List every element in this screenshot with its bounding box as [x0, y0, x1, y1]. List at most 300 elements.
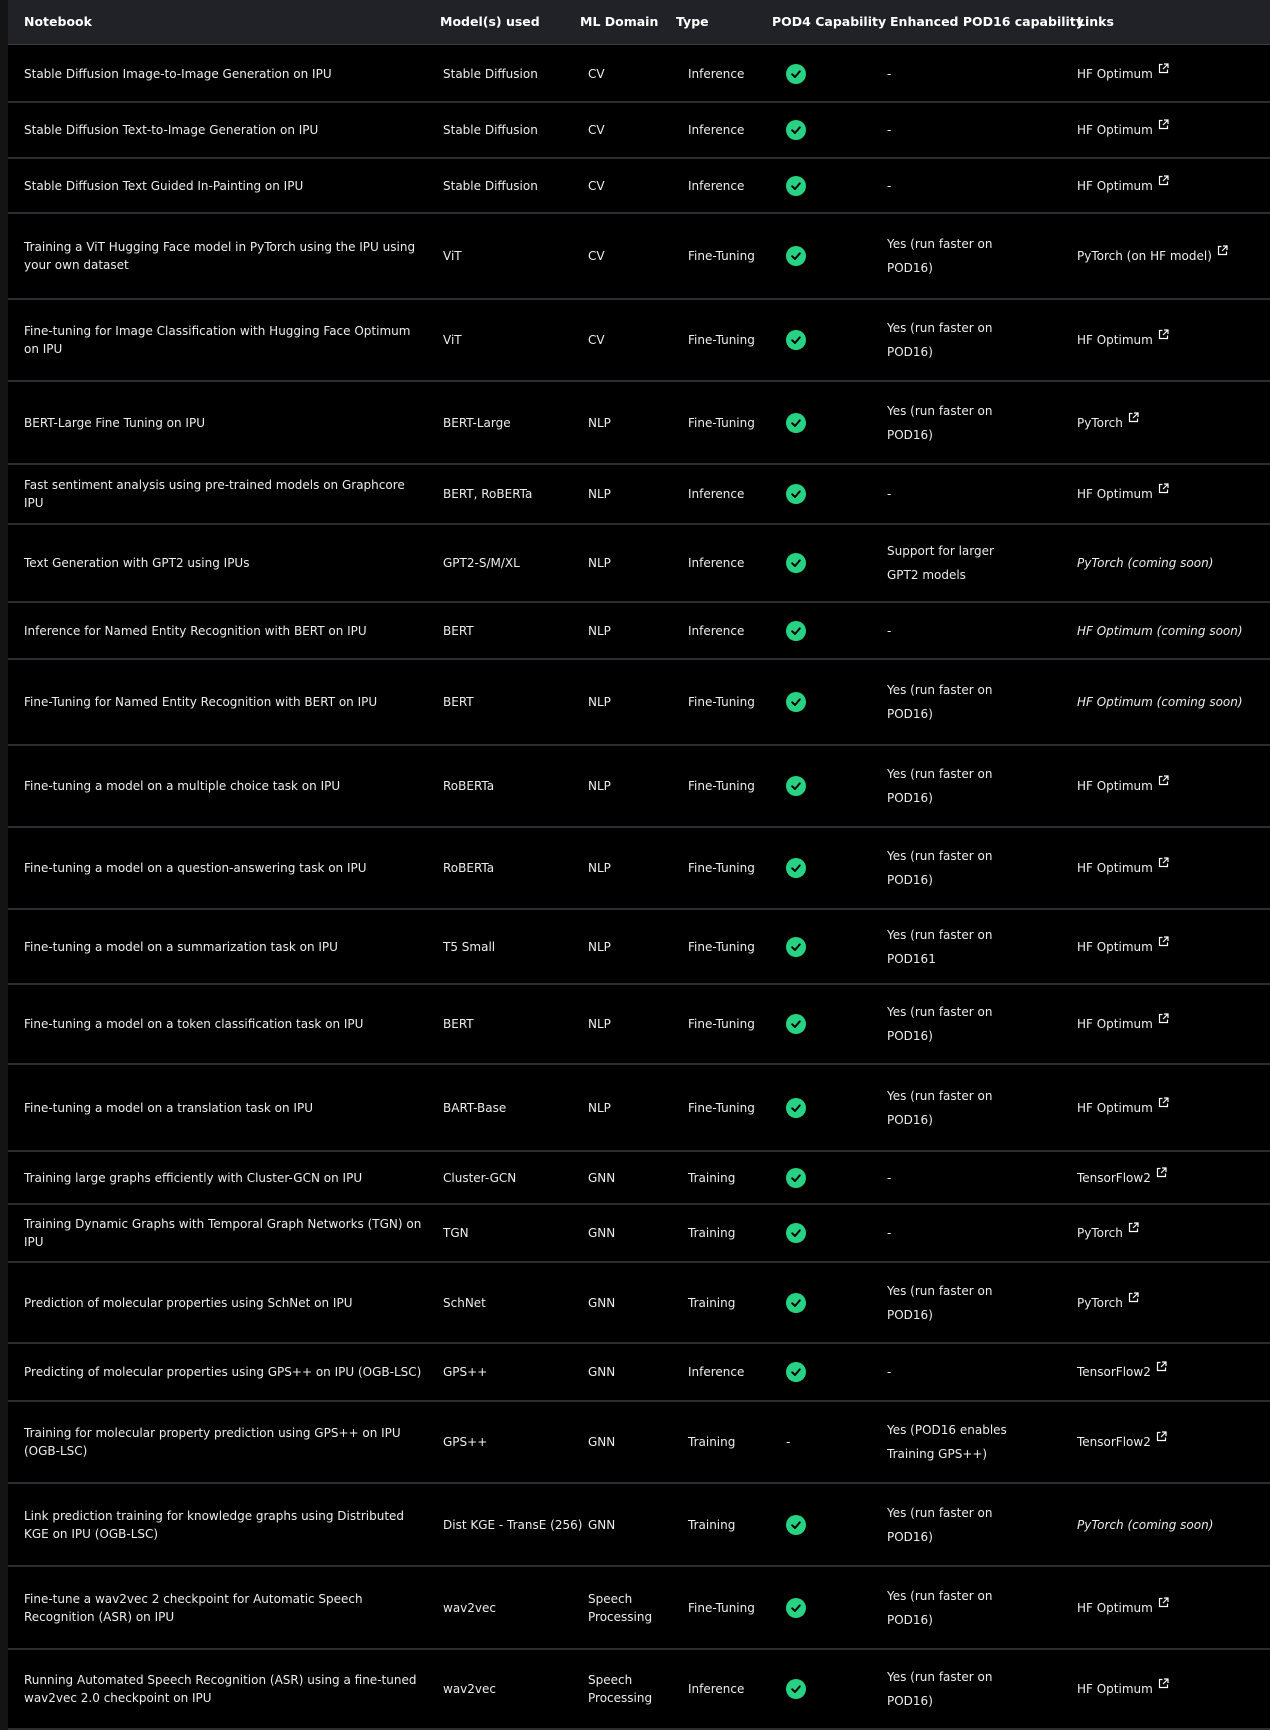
- model-cell: [443, 159, 583, 212]
- link-cell: [1077, 1065, 1267, 1150]
- header-links: Links: [1077, 14, 1114, 29]
- external-link-icon[interactable]: [1158, 934, 1169, 952]
- external-link-icon[interactable]: [1158, 1095, 1169, 1113]
- link-label[interactable]: HF Optimum: [1077, 779, 1153, 793]
- notebook-text: Fast sentiment analysis using pre-trained models on Graphcore IPU: [24, 478, 405, 510]
- notebook-text: Stable Diffusion Text Guided In-Painting on IPU: [24, 178, 304, 193]
- model-cell: [443, 1152, 583, 1203]
- type-cell: [688, 525, 778, 601]
- pod4-cell: [786, 828, 826, 908]
- domain-text: NLP: [588, 695, 611, 709]
- header-type: Type: [676, 14, 709, 29]
- notebook-link[interactable]: [1077, 414, 1139, 432]
- notebook-link[interactable]: [1077, 177, 1169, 195]
- link-label[interactable]: PyTorch: [1077, 1226, 1123, 1240]
- model-cell: [443, 1402, 583, 1482]
- notebook-text: Stable Diffusion Text-to-Image Generation on IPU: [24, 123, 319, 137]
- domain-text: GNN: [588, 1517, 616, 1532]
- link-label[interactable]: HF Optimum (coming soon): [1077, 695, 1243, 709]
- model-text: TGN: [443, 1226, 469, 1240]
- model-text: RoBERTa: [443, 779, 495, 793]
- pod4-cell: [786, 985, 826, 1063]
- notebook-link[interactable]: [1077, 65, 1169, 83]
- notebook-title: [24, 103, 428, 157]
- type-cell: [688, 46, 778, 101]
- domain-cell: [588, 46, 668, 101]
- external-link-icon[interactable]: [1158, 481, 1169, 499]
- external-link-icon[interactable]: [1156, 1359, 1167, 1377]
- external-link-icon[interactable]: [1158, 117, 1169, 135]
- model-text: BERT: [443, 1017, 474, 1031]
- pod4-cell: [786, 103, 826, 157]
- check-circle-icon: [786, 1223, 806, 1243]
- domain-cell: [588, 746, 668, 826]
- type-text: Training: [688, 1170, 736, 1185]
- notebook-title: [24, 525, 428, 601]
- pod4-cell: [786, 1650, 826, 1728]
- notebook-link[interactable]: [1077, 331, 1169, 349]
- enhanced-cell: [887, 603, 1015, 658]
- type-text: Training: [688, 1226, 736, 1240]
- link-cell: [1077, 746, 1267, 826]
- enhanced-text: Yes (run faster on POD16): [887, 683, 993, 721]
- enhanced-cell: [887, 1650, 1015, 1728]
- link-cell: [1077, 828, 1267, 908]
- model-cell: [443, 46, 583, 101]
- notebook-link[interactable]: [1077, 1294, 1139, 1312]
- model-cell: [443, 1567, 583, 1648]
- model-text: SchNet: [443, 1295, 486, 1310]
- check-circle-icon: [786, 176, 806, 196]
- model-cell: [443, 1263, 583, 1342]
- check-circle-icon: [786, 1679, 806, 1699]
- enhanced-cell: [887, 46, 1015, 101]
- enhanced-cell: [887, 1152, 1015, 1203]
- pod4-cell: [786, 660, 826, 744]
- notebook-title: [24, 1402, 428, 1482]
- domain-cell: [588, 1402, 668, 1482]
- notebook-link[interactable]: [1077, 1169, 1167, 1187]
- check-circle-icon: [786, 1362, 806, 1382]
- check-circle-icon: [786, 120, 806, 140]
- type-cell: [688, 159, 778, 212]
- domain-cell: [588, 603, 668, 658]
- domain-cell: [588, 985, 668, 1063]
- type-text: Training: [688, 1295, 736, 1310]
- link-cell: [1077, 300, 1267, 380]
- notebook-link[interactable]: [1077, 859, 1169, 877]
- model-text: BERT: [443, 695, 474, 709]
- model-cell: [443, 985, 583, 1063]
- pod4-cell: [786, 746, 826, 826]
- pod4-cell: [786, 1065, 826, 1150]
- notebook-title: [24, 1205, 428, 1261]
- notebook-link[interactable]: [1077, 777, 1169, 795]
- type-text: Inference: [688, 623, 745, 638]
- link-cell: [1077, 1650, 1267, 1728]
- table-row: [8, 46, 1270, 103]
- notebook-title: [24, 828, 428, 908]
- domain-cell: [588, 1263, 668, 1342]
- pod4-cell: [786, 1344, 826, 1400]
- notebook-link[interactable]: [1077, 622, 1243, 640]
- notebook-link[interactable]: [1077, 1516, 1213, 1534]
- external-link-icon[interactable]: [1158, 1011, 1169, 1029]
- notebook-text: Predicting of molecular properties using GPS++ on IPU (OGB-LSC): [24, 1365, 422, 1379]
- domain-text: GNN: [588, 1365, 616, 1379]
- notebook-title: [24, 1344, 428, 1400]
- table-row: [8, 603, 1270, 660]
- table-row: [8, 525, 1270, 603]
- notebook-text: Link prediction training for knowledge graphs using Distributed KGE on IPU (OGB-LSC): [24, 1508, 405, 1541]
- notebook-text: Running Automated Speech Recognition (ASR) using a fine-tuned wav2vec 2.0 checkpoint on IPU: [24, 1673, 417, 1705]
- domain-cell: [588, 465, 668, 523]
- external-link-icon[interactable]: [1158, 327, 1169, 345]
- notebook-title: [24, 985, 428, 1063]
- type-cell: [688, 1263, 778, 1342]
- enhanced-cell: [887, 1205, 1015, 1261]
- type-text: Fine-Tuning: [688, 779, 755, 793]
- link-label[interactable]: HF Optimum: [1077, 1600, 1153, 1615]
- link-label[interactable]: HF Optimum: [1077, 487, 1153, 501]
- domain-cell: [588, 300, 668, 380]
- enhanced-text: Yes (run faster on POD16): [887, 403, 993, 442]
- enhanced-text: -: [887, 1226, 892, 1240]
- domain-cell: [588, 660, 668, 744]
- notebook-title: [24, 382, 428, 463]
- link-label[interactable]: HF Optimum: [1077, 939, 1153, 954]
- enhanced-cell: [887, 828, 1015, 908]
- enhanced-text: -: [887, 178, 892, 193]
- table-row: [8, 1152, 1270, 1205]
- domain-text: NLP: [588, 1100, 611, 1115]
- check-circle-icon: [786, 553, 806, 573]
- model-cell: [443, 103, 583, 157]
- type-cell: [688, 1402, 778, 1482]
- notebook-link[interactable]: [1077, 1015, 1169, 1033]
- external-link-icon[interactable]: [1158, 173, 1169, 191]
- notebook-link[interactable]: [1077, 1099, 1169, 1117]
- notebook-title: [24, 1650, 428, 1728]
- table-row: [8, 1650, 1270, 1730]
- link-label[interactable]: HF Optimum: [1077, 123, 1153, 137]
- notebook-text: Prediction of molecular properties using SchNet on IPU: [24, 1295, 353, 1310]
- domain-text: GNN: [588, 1295, 616, 1310]
- model-cell: [443, 746, 583, 826]
- pod4-cell: [786, 1484, 826, 1565]
- notebook-link[interactable]: [1077, 1363, 1167, 1381]
- notebook-text: Fine-tuning a model on a question-answering task on IPU: [24, 861, 367, 875]
- table-row: [8, 1567, 1270, 1650]
- pod4-cell: [786, 465, 826, 523]
- link-cell: [1077, 985, 1267, 1063]
- notebook-text: Stable Diffusion Image-to-Image Generation on IPU: [24, 66, 332, 81]
- type-cell: [688, 465, 778, 523]
- notebook-title: [24, 746, 428, 826]
- table-row: [8, 103, 1270, 159]
- model-cell: [443, 1065, 583, 1150]
- domain-cell: [588, 910, 668, 983]
- domain-cell: [588, 1152, 668, 1203]
- link-label[interactable]: TensorFlow2: [1077, 1365, 1151, 1379]
- type-text: Fine-Tuning: [688, 939, 755, 954]
- notebook-text: Fine-tuning a model on a summarization task on IPU: [24, 939, 338, 954]
- check-circle-icon: [786, 246, 806, 266]
- external-link-icon[interactable]: [1128, 1220, 1139, 1238]
- type-cell: [688, 1567, 778, 1648]
- link-label[interactable]: HF Optimum: [1077, 861, 1153, 875]
- domain-text: CV: [588, 178, 605, 193]
- pod4-cell: [786, 1152, 826, 1203]
- domain-text: Speech Processing: [588, 1591, 653, 1624]
- enhanced-cell: [887, 1484, 1015, 1565]
- model-text: wav2vec: [443, 1600, 496, 1615]
- enhanced-cell: [887, 1065, 1015, 1150]
- type-text: Inference: [688, 556, 745, 570]
- type-cell: [688, 1065, 778, 1150]
- header-domain: ML Domain: [580, 14, 659, 29]
- type-cell: [688, 603, 778, 658]
- enhanced-text: Yes (run faster on POD16): [887, 1283, 993, 1322]
- link-cell: [1077, 1205, 1267, 1261]
- link-label[interactable]: PyTorch: [1077, 1295, 1123, 1310]
- enhanced-text: Yes (run faster on POD16): [887, 1005, 993, 1043]
- enhanced-text: Yes (run faster on POD16): [887, 1670, 993, 1708]
- link-cell: [1077, 1152, 1267, 1203]
- type-cell: [688, 985, 778, 1063]
- external-link-icon[interactable]: [1156, 1429, 1167, 1447]
- enhanced-cell: [887, 660, 1015, 744]
- header-models: Model(s) used: [440, 14, 540, 29]
- model-text: Dist KGE - TransE (256): [443, 1517, 583, 1532]
- domain-cell: [588, 1344, 668, 1400]
- domain-cell: [588, 382, 668, 463]
- table-row: [8, 1484, 1270, 1567]
- table-row: [8, 159, 1270, 214]
- link-cell: [1077, 382, 1267, 463]
- model-text: ViT: [443, 333, 462, 347]
- link-cell: [1077, 46, 1267, 101]
- notebook-text: Training for molecular property prediction using GPS++ on IPU (OGB-LSC): [24, 1426, 401, 1458]
- notebooks-table: [8, 0, 1270, 1730]
- enhanced-text: Yes (run faster on POD16): [887, 849, 993, 887]
- type-cell: [688, 1152, 778, 1203]
- enhanced-text: -: [887, 1170, 892, 1185]
- domain-cell: [588, 525, 668, 601]
- link-label[interactable]: PyTorch (on HF model): [1077, 249, 1212, 263]
- model-text: Stable Diffusion: [443, 178, 538, 193]
- notebook-link[interactable]: [1077, 247, 1228, 265]
- model-cell: [443, 300, 583, 380]
- notebook-link[interactable]: [1077, 121, 1169, 139]
- type-text: Fine-Tuning: [688, 333, 755, 347]
- model-cell: [443, 910, 583, 983]
- enhanced-text: Yes (run faster on POD16): [887, 321, 993, 359]
- table-row: [8, 828, 1270, 910]
- link-label[interactable]: TensorFlow2: [1077, 1435, 1151, 1449]
- notebook-title: [24, 214, 428, 298]
- notebook-link[interactable]: [1077, 938, 1169, 956]
- link-label[interactable]: HF Optimum: [1077, 333, 1153, 347]
- domain-text: NLP: [588, 415, 611, 430]
- type-text: Training: [688, 1435, 736, 1449]
- link-label[interactable]: PyTorch (coming soon): [1077, 1517, 1214, 1532]
- model-cell: [443, 525, 583, 601]
- enhanced-text: -: [887, 623, 892, 638]
- table-header: [8, 0, 1270, 45]
- table-row: [8, 1402, 1270, 1484]
- check-circle-icon: [786, 1598, 806, 1618]
- type-text: Fine-Tuning: [688, 415, 755, 430]
- model-text: Stable Diffusion: [443, 123, 538, 137]
- notebook-text: Fine-tuning for Image Classification with Hugging Face Optimum on IPU: [24, 324, 411, 356]
- model-text: GPS++: [443, 1365, 488, 1379]
- enhanced-cell: [887, 382, 1015, 463]
- pod4-cell: [786, 525, 826, 601]
- check-circle-icon: [786, 1293, 806, 1313]
- domain-text: NLP: [588, 487, 611, 501]
- notebook-text: BERT-Large Fine Tuning on IPU: [24, 415, 205, 430]
- domain-cell: [588, 1205, 668, 1261]
- enhanced-text: Yes (POD16 enables Training GPS++): [887, 1423, 1007, 1461]
- domain-cell: [588, 1484, 668, 1565]
- type-cell: [688, 214, 778, 298]
- table-row: [8, 214, 1270, 300]
- notebook-link[interactable]: [1077, 1433, 1167, 1451]
- external-link-icon[interactable]: [1217, 243, 1228, 261]
- table-row: [8, 746, 1270, 828]
- link-cell: [1077, 1263, 1267, 1342]
- type-text: Inference: [688, 1365, 745, 1379]
- pod4-cell: [786, 46, 826, 101]
- model-text: Stable Diffusion: [443, 66, 538, 81]
- enhanced-text: -: [887, 123, 892, 137]
- enhanced-cell: [887, 746, 1015, 826]
- type-cell: [688, 828, 778, 908]
- external-link-icon[interactable]: [1158, 855, 1169, 873]
- model-cell: [443, 465, 583, 523]
- link-cell: [1077, 159, 1267, 212]
- pod4-cell: [786, 159, 826, 212]
- notebook-link[interactable]: [1077, 693, 1243, 711]
- notebook-title: [24, 1263, 428, 1342]
- enhanced-cell: [887, 214, 1015, 298]
- notebook-text: Fine-tuning a model on a translation task on IPU: [24, 1100, 313, 1115]
- domain-cell: [588, 214, 668, 298]
- notebook-title: [24, 910, 428, 983]
- domain-text: CV: [588, 66, 605, 81]
- notebook-text: Training large graphs efficiently with Cluster-GCN on IPU: [24, 1170, 363, 1185]
- domain-cell: [588, 1650, 668, 1728]
- domain-text: NLP: [588, 779, 611, 793]
- notebook-link[interactable]: [1077, 485, 1169, 503]
- external-link-icon[interactable]: [1158, 773, 1169, 791]
- notebook-text: Fine-tune a wav2vec 2 checkpoint for Automatic Speech Recognition (ASR) on IPU: [24, 1591, 363, 1624]
- model-text: BERT, RoBERTa: [443, 487, 533, 501]
- domain-cell: [588, 1065, 668, 1150]
- link-label[interactable]: HF Optimum: [1077, 1017, 1153, 1031]
- link-label[interactable]: HF Optimum: [1077, 1682, 1153, 1696]
- enhanced-cell: [887, 1263, 1015, 1342]
- model-cell: [443, 214, 583, 298]
- link-cell: [1077, 1484, 1267, 1565]
- domain-text: NLP: [588, 1017, 611, 1031]
- link-label[interactable]: PyTorch: [1077, 415, 1123, 430]
- enhanced-cell: [887, 525, 1015, 601]
- link-label[interactable]: TensorFlow2: [1077, 1170, 1151, 1185]
- table-row: [8, 382, 1270, 465]
- table-row: [8, 1205, 1270, 1263]
- type-text: Fine-Tuning: [688, 1100, 755, 1115]
- notebook-title: [24, 1152, 428, 1203]
- link-label[interactable]: HF Optimum: [1077, 1100, 1153, 1115]
- model-text: Cluster-GCN: [443, 1170, 517, 1185]
- external-link-icon[interactable]: [1128, 1290, 1139, 1308]
- type-text: Fine-Tuning: [688, 249, 755, 263]
- enhanced-cell: [887, 103, 1015, 157]
- external-link-icon[interactable]: [1158, 1595, 1169, 1613]
- enhanced-text: -: [887, 1365, 892, 1379]
- notebook-link[interactable]: [1077, 1599, 1169, 1617]
- model-cell: [443, 828, 583, 908]
- type-cell: [688, 300, 778, 380]
- type-cell: [688, 1205, 778, 1261]
- external-link-icon[interactable]: [1158, 1676, 1169, 1694]
- link-label[interactable]: PyTorch (coming soon): [1077, 556, 1214, 570]
- model-text: BERT-Large: [443, 415, 511, 430]
- link-label[interactable]: HF Optimum: [1077, 66, 1153, 81]
- external-link-icon[interactable]: [1156, 1165, 1167, 1183]
- link-cell: [1077, 103, 1267, 157]
- enhanced-cell: [887, 300, 1015, 380]
- enhanced-text: -: [887, 487, 892, 501]
- table-row: [8, 1263, 1270, 1344]
- type-cell: [688, 1650, 778, 1728]
- link-label[interactable]: HF Optimum (coming soon): [1077, 623, 1243, 638]
- type-cell: [688, 382, 778, 463]
- link-label[interactable]: HF Optimum: [1077, 178, 1153, 193]
- link-cell: [1077, 1567, 1267, 1648]
- external-link-icon[interactable]: [1128, 410, 1139, 428]
- type-text: Inference: [688, 66, 745, 81]
- external-link-icon[interactable]: [1158, 61, 1169, 79]
- domain-cell: [588, 103, 668, 157]
- domain-text: NLP: [588, 861, 611, 875]
- notebook-link[interactable]: [1077, 1224, 1139, 1242]
- enhanced-cell: [887, 465, 1015, 523]
- domain-text: Speech Processing: [588, 1673, 653, 1705]
- type-cell: [688, 660, 778, 744]
- notebook-text: Fine-tuning a model on a multiple choice task on IPU: [24, 779, 341, 793]
- model-text: BART-Base: [443, 1100, 507, 1115]
- notebook-link[interactable]: [1077, 1680, 1169, 1698]
- check-circle-icon: [786, 1168, 806, 1188]
- enhanced-text: Yes (run faster on POD161: [887, 927, 993, 966]
- type-text: Inference: [688, 178, 745, 193]
- table-row: [8, 465, 1270, 525]
- check-circle-icon: [786, 692, 806, 712]
- type-text: Fine-Tuning: [688, 1017, 755, 1031]
- type-text: Inference: [688, 1682, 745, 1696]
- enhanced-cell: [887, 1344, 1015, 1400]
- notebook-link[interactable]: [1077, 554, 1213, 572]
- domain-text: CV: [588, 249, 605, 263]
- check-circle-icon: [786, 621, 806, 641]
- check-circle-icon: [786, 330, 806, 350]
- check-circle-icon: [786, 64, 806, 84]
- notebook-title: [24, 1567, 428, 1648]
- pod4-text: -: [786, 1435, 791, 1449]
